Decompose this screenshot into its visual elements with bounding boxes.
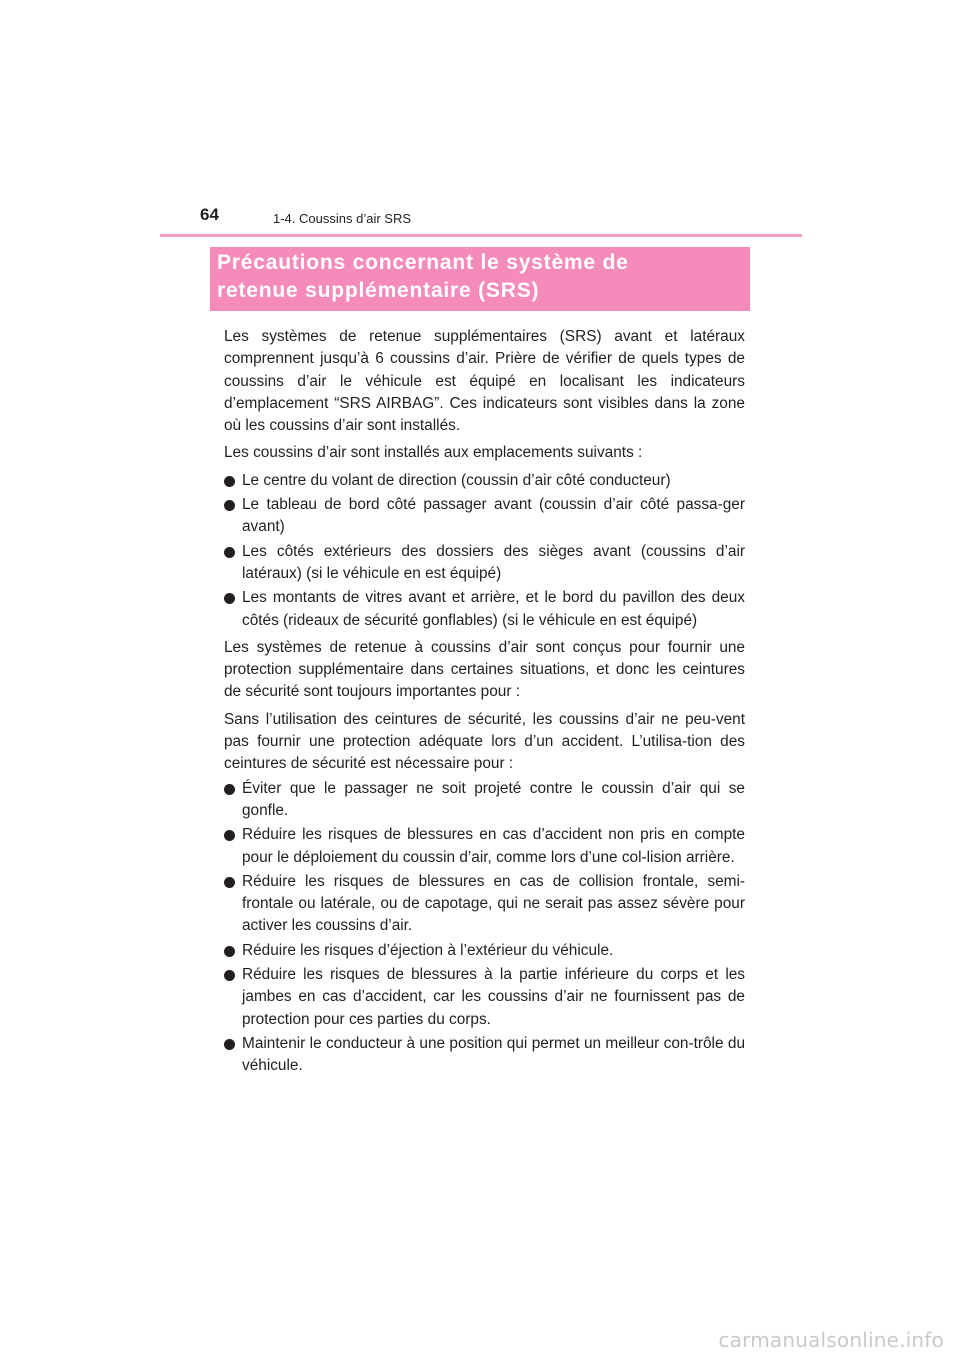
- list-item: [224, 587, 745, 632]
- list-item-text: Maintenir le conducteur à une position qui permet un meilleur con-trôle du véhicule.: [242, 1034, 745, 1075]
- list-item: [224, 778, 745, 823]
- bullet-icon: [224, 547, 235, 558]
- bullet-icon: [224, 593, 235, 604]
- locations-intro: Les coussins d’air sont installés aux emplacements suivants :: [224, 444, 643, 462]
- list-item-text: Réduire les risques de blessures en cas d’accident non pris en compte pour le déploiement du coussin d’air, comme lors d’une col-lision arrière.: [242, 826, 745, 866]
- list-item: [224, 940, 745, 962]
- bullet-icon: [224, 830, 235, 841]
- bullet-icon: [224, 970, 235, 981]
- list-item-text: Le tableau de bord côté passager avant (coussin d’air côté passa-ger avant): [242, 496, 745, 536]
- bullet-icon: [224, 476, 235, 487]
- list-item-text: Les côtés extérieurs des dossiers des sièges avant (coussins d’air latéraux) (si le véhicule en est équipé): [242, 542, 745, 582]
- main-content: [224, 326, 745, 1080]
- title-banner: [210, 247, 750, 311]
- list-item: [224, 470, 745, 492]
- airbag-purpose-paragraph: Les systèmes de retenue à coussins d’air sont conçus pour fournir une protection supplémentaire dans certaines situations, et donc les ceintures de sécurité sont toujours importantes pour :: [224, 638, 745, 701]
- list-item-text: Éviter que le passager ne soit projeté contre le coussin d’air qui se gonfle.: [242, 779, 745, 819]
- list-item: [224, 871, 745, 938]
- list-item-text: Le centre du volant de direction (coussin d’air côté conducteur): [242, 471, 671, 489]
- page-title: Précautions concernant le système de retenue supplémentaire (SRS): [217, 251, 629, 302]
- list-item-text: Réduire les risques d’éjection à l’extérieur du véhicule.: [242, 941, 614, 959]
- watermark: carmanualsonline.info: [718, 1328, 944, 1352]
- bullet-icon: [224, 877, 235, 888]
- section-label: 1-4. Coussins d’air SRS: [273, 211, 411, 226]
- list-item: [224, 541, 745, 586]
- page-number: 64: [200, 205, 219, 224]
- list-item-text: Réduire les risques de blessures en cas de collision frontale, semi-frontale ou latérale, ou de capotage, qui ne serait pas assez sévère pour activer les coussins d’air.: [242, 872, 745, 935]
- bullet-icon: [224, 500, 235, 511]
- list-item-text: Les montants de vitres avant et arrière, et le bord du pavillon des deux côtés (rideaux de sécurité gonflables) (si le véhicule en est équipé): [242, 589, 745, 629]
- bullet-icon: [224, 1039, 235, 1050]
- seatbelt-necessity-paragraph: Sans l’utilisation des ceintures de sécurité, les coussins d’air ne peu-vent pas fournir une protection adéquate lors d’un accident. L’utilisa-tion des ceintures de sécurité est nécessaire pour :: [224, 710, 745, 773]
- list-item: [224, 824, 745, 869]
- list-item: [224, 494, 745, 539]
- bullet-icon: [224, 784, 235, 795]
- list-item: [224, 1033, 745, 1078]
- page-header: [160, 200, 802, 237]
- list-item: [224, 964, 745, 1031]
- list-item-text: Réduire les risques de blessures à la partie inférieure du corps et les jambes en cas d’accident, car les coussins d’air ne fournissent pas de protection pour ces parties du corps.: [242, 966, 745, 1028]
- bullet-icon: [224, 946, 235, 957]
- intro-paragraph: Les systèmes de retenue supplémentaires (SRS) avant et latéraux comprennent jusqu’à 6 coussins d’air. Prière de vérifier de quels types de coussins d’air le véhicule est équipé en localisant les indicateurs d’emplacement “SRS AIRBAG”. Ces indicateurs sont visibles dans la zone où les coussins d’air sont installés.: [224, 328, 745, 435]
